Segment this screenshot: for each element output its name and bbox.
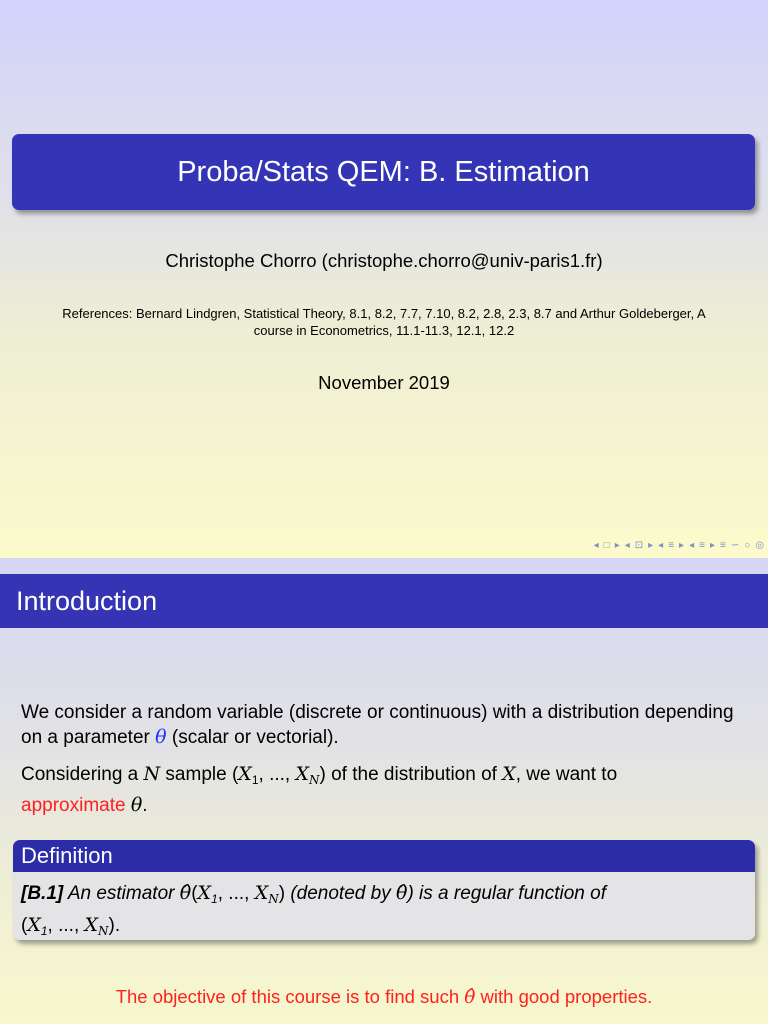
nav-search-alt-icon[interactable]: ◎ bbox=[755, 539, 764, 551]
nav-next-subsection-icon[interactable]: ▸ bbox=[679, 539, 685, 551]
nav-back-icon[interactable]: ∽ bbox=[730, 539, 740, 551]
presentation-title: Proba/Stats QEM: B. Estimation bbox=[12, 134, 755, 210]
nav-document-icon[interactable]: ≡ bbox=[719, 539, 726, 551]
definition-body: [B.1] An estimator $\thetâ(X_1$, ..., $X_N$) (denoted by θ̂) is a regular function of ($X_1$, ..., $X_N$). bbox=[13, 872, 755, 940]
presentation-date: November 2019 bbox=[318, 372, 450, 393]
nav-subsection-icon[interactable]: ≡ bbox=[668, 539, 675, 551]
theta-symbol: θ bbox=[155, 726, 167, 748]
frame-title: Introduction bbox=[0, 574, 768, 628]
nav-next-section-icon[interactable]: ▸ bbox=[709, 539, 715, 551]
nav-prev-slide-icon[interactable]: ◂ bbox=[593, 539, 599, 551]
nav-next-frame-icon[interactable]: ▸ bbox=[648, 539, 654, 551]
nav-prev-frame-icon[interactable]: ◂ bbox=[624, 539, 630, 551]
nav-next-slide-icon[interactable]: ▸ bbox=[614, 539, 620, 551]
course-objective: The objective of this course is to find such θ̂ with good properties. bbox=[115, 986, 653, 1008]
approximate-highlight: approximate bbox=[21, 795, 126, 816]
definition-tag: [B.1] bbox=[21, 883, 64, 904]
nav-slide-icon[interactable]: □ bbox=[603, 539, 610, 551]
nav-prev-section-icon[interactable]: ◂ bbox=[689, 539, 695, 551]
introduction-slide bbox=[0, 558, 768, 1024]
definition-block bbox=[13, 840, 755, 940]
nav-section-icon[interactable]: ≡ bbox=[699, 539, 705, 551]
sample-paragraph: Considering a N sample ($X_1$, ..., $X_N$) of the distribution of X, we want to approximate θ. bbox=[21, 763, 618, 816]
beamer-navigation bbox=[498, 538, 764, 552]
references: References: Bernard Lindgren, Statistical Theory, 8.1, 8.2, 7.7, 7.10, 8.2, 2.8, 2.3, 8.7 and Arthur Goldeberger, A course in Econometrics, 11.1-11.3, 12.1, 12.2 bbox=[62, 306, 706, 338]
nav-prev-subsection-icon[interactable]: ◂ bbox=[658, 539, 664, 551]
author-line: Christophe Chorro (christophe.chorro@univ-paris1.fr) bbox=[165, 250, 603, 271]
intro-paragraph: We consider a random variable (discrete or continuous) with a distribution depending on a parameter θ (scalar or vectorial). bbox=[21, 702, 734, 748]
nav-search-icon[interactable]: ○ bbox=[744, 539, 751, 551]
definition-header: Definition bbox=[13, 840, 755, 872]
nav-frame-icon[interactable]: ⊡ bbox=[634, 539, 644, 551]
